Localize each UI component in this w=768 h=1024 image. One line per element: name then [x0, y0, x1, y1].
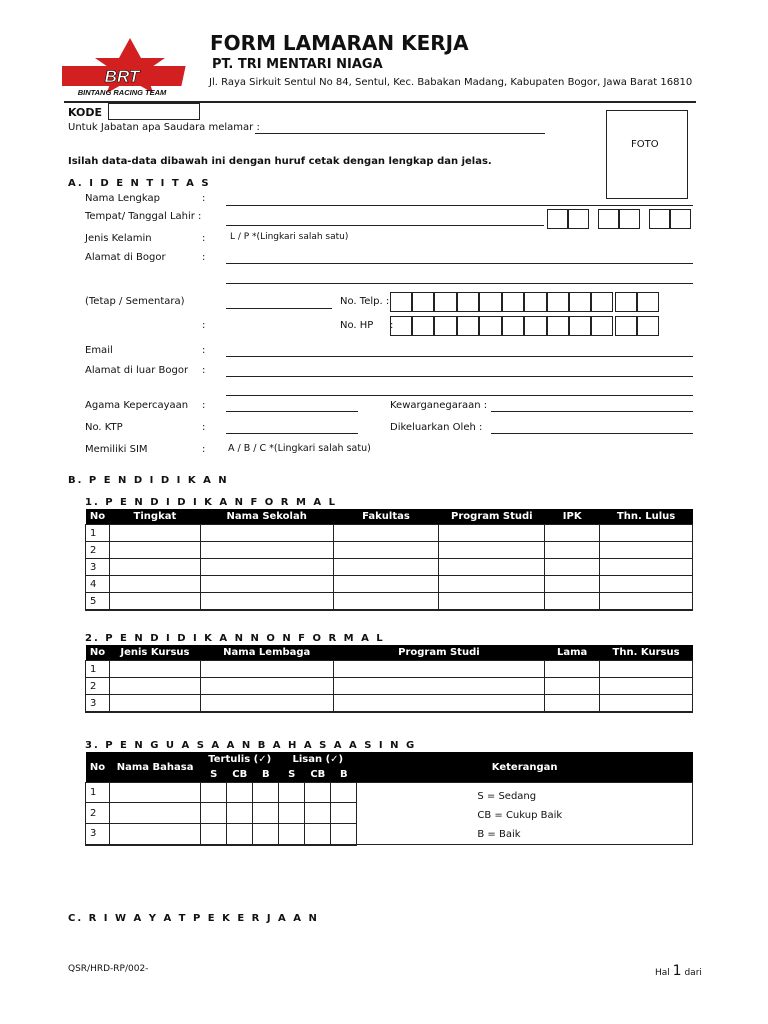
table-cell[interactable]	[545, 695, 600, 713]
table-cell[interactable]	[201, 823, 227, 844]
table-cell[interactable]	[545, 542, 600, 559]
row-number: 4	[86, 576, 110, 593]
row-number: 3	[86, 695, 110, 713]
nama-label: Nama Lengkap	[85, 193, 160, 204]
column-header: No	[86, 509, 110, 525]
column-header: Thn. Lulus	[600, 509, 693, 525]
table-cell[interactable]	[333, 678, 545, 695]
row-number: 3	[86, 823, 110, 844]
table-cell[interactable]	[600, 661, 693, 678]
column-header: No	[86, 645, 110, 661]
table-row	[86, 783, 693, 803]
table-cell[interactable]	[333, 695, 545, 713]
kewarganegaraan-input[interactable]	[491, 411, 693, 412]
row-number: 2	[86, 542, 110, 559]
table-cell[interactable]	[200, 542, 333, 559]
kewarganegaraan-label: Kewarganegaraan :	[390, 400, 488, 411]
column-header: Thn. Kursus	[600, 645, 693, 661]
alamat-bogor-input-2[interactable]	[226, 283, 693, 284]
table-cell[interactable]	[200, 559, 333, 576]
bahasa-header-no: No	[86, 752, 110, 783]
table-cell[interactable]	[227, 783, 253, 803]
nonformal-table	[85, 645, 693, 713]
column-subheader: B	[331, 767, 357, 783]
table-cell[interactable]	[439, 593, 545, 611]
hp-digit-box[interactable]	[637, 316, 659, 336]
formal-table	[85, 509, 693, 611]
colon: :	[202, 252, 206, 263]
colon: :	[202, 320, 206, 331]
identitas-heading: A. I D E N T I T A S	[68, 178, 211, 189]
tetap-input[interactable]	[226, 308, 332, 309]
form-title: FORM LAMARAN KERJA	[210, 31, 469, 55]
hp-digit-box[interactable]	[615, 316, 637, 336]
star-logo-icon	[62, 36, 198, 98]
colon: :	[202, 422, 206, 433]
formal-heading: 1. P E N D I D I K A N F O R M A L	[85, 497, 337, 508]
photo-box	[606, 110, 688, 199]
legend-cell	[357, 783, 693, 845]
table-cell[interactable]	[200, 695, 333, 713]
table-row	[86, 593, 693, 611]
telp-digit-box[interactable]	[615, 292, 637, 312]
table-cell[interactable]	[545, 593, 600, 611]
page-indicator	[655, 963, 702, 979]
telp-digit-box[interactable]	[569, 292, 591, 312]
table-cell[interactable]	[109, 576, 200, 593]
table-row	[86, 576, 693, 593]
nama-input[interactable]	[226, 205, 693, 206]
table-cell[interactable]	[331, 823, 357, 844]
colon: :	[202, 400, 206, 411]
table-cell[interactable]	[331, 803, 357, 823]
table-cell[interactable]	[333, 542, 439, 559]
table-cell[interactable]	[333, 661, 545, 678]
kode-input[interactable]	[108, 103, 200, 120]
legend-item: B = Baik	[477, 829, 521, 840]
row-number: 2	[86, 803, 110, 823]
telp-digit-box[interactable]	[502, 292, 524, 312]
table-cell[interactable]	[600, 678, 693, 695]
table-cell[interactable]	[201, 803, 227, 823]
date-box[interactable]	[598, 209, 619, 229]
telp-digit-box[interactable]	[591, 292, 613, 312]
jabatan-input[interactable]	[255, 133, 545, 134]
colon: :	[202, 444, 206, 455]
ktp-label: No. KTP	[85, 422, 123, 433]
table-cell[interactable]	[600, 576, 693, 593]
pendidikan-heading: B. P E N D I D I K A N	[68, 475, 229, 486]
date-box[interactable]	[568, 209, 589, 229]
jk-options[interactable]: L / P *(Lingkari salah satu)	[230, 232, 349, 242]
hp-digit-box[interactable]	[412, 316, 434, 336]
table-cell[interactable]	[279, 803, 305, 823]
riwayat-heading: C. R I W A Y A T P E K E R J A A N	[68, 913, 319, 924]
column-header: Tingkat	[109, 509, 200, 525]
telp-label: No. Telp. :	[340, 296, 390, 307]
column-subheader: CB	[227, 767, 253, 783]
table-cell[interactable]	[545, 559, 600, 576]
hp-digit-box[interactable]	[524, 316, 547, 336]
table-cell[interactable]	[200, 678, 333, 695]
date-box[interactable]	[619, 209, 640, 229]
page-number: 1	[672, 963, 682, 979]
column-header: IPK	[545, 509, 600, 525]
hp-digit-box[interactable]	[457, 316, 479, 336]
dikeluarkan-label: Dikeluarkan Oleh :	[390, 422, 483, 433]
column-header: Lama	[545, 645, 600, 661]
row-number: 3	[86, 559, 110, 576]
table-row	[86, 678, 693, 695]
telp-digit-box[interactable]	[412, 292, 434, 312]
table-cell[interactable]	[200, 593, 333, 611]
hp-digit-box[interactable]	[434, 316, 457, 336]
company-address: Jl. Raya Sirkuit Sentul No 84, Sentul, Kec. Babakan Madang, Kabupaten Bogor, Jawa Barat 16810	[209, 77, 693, 88]
table-cell[interactable]	[545, 525, 600, 542]
bahasa-table	[85, 752, 693, 846]
agama-label: Agama Kepercayaan	[85, 400, 189, 411]
instruction-text: Isilah data-data dibawah ini dengan huruf cetak dengan lengkap dan jelas.	[68, 156, 492, 167]
table-cell[interactable]	[600, 695, 693, 713]
table-cell[interactable]	[600, 559, 693, 576]
table-cell[interactable]	[109, 661, 200, 678]
ktp-input[interactable]	[226, 433, 358, 434]
table-cell[interactable]	[333, 576, 439, 593]
email-label: Email	[85, 345, 113, 356]
row-number: 5	[86, 593, 110, 611]
table-cell[interactable]	[110, 783, 201, 803]
table-cell[interactable]	[600, 542, 693, 559]
table-cell[interactable]	[109, 542, 200, 559]
table-cell[interactable]	[439, 525, 545, 542]
column-header: Fakultas	[333, 509, 439, 525]
table-cell[interactable]	[109, 559, 200, 576]
column-header: Program Studi	[333, 645, 545, 661]
column-header: Nama Lembaga	[200, 645, 333, 661]
sim-label: Memiliki SIM	[85, 444, 148, 455]
kode-label: KODE	[68, 106, 103, 119]
table-cell[interactable]	[600, 525, 693, 542]
row-number: 2	[86, 678, 110, 695]
table-cell[interactable]	[110, 823, 201, 844]
logo-subtext: BINTANG RACING TEAM	[77, 88, 167, 97]
telp-digit-box[interactable]	[637, 292, 659, 312]
bahasa-header-lisan: Lisan (✓)	[279, 752, 357, 767]
page-prefix: Hal	[655, 968, 670, 978]
date-box[interactable]	[649, 209, 670, 229]
table-cell[interactable]	[110, 803, 201, 823]
alamat-luar-label: Alamat di luar Bogor	[85, 365, 189, 376]
colon: :	[202, 233, 206, 244]
table-cell[interactable]	[109, 678, 200, 695]
table-row	[86, 559, 693, 576]
agama-input[interactable]	[226, 411, 358, 412]
table-cell[interactable]	[253, 823, 279, 844]
alamat-bogor-label: Alamat di Bogor	[85, 252, 166, 263]
colon: :	[202, 365, 206, 376]
telp-digit-box[interactable]	[457, 292, 479, 312]
table-cell[interactable]	[109, 695, 200, 713]
company-name: PT. TRI MENTARI NIAGA	[212, 57, 383, 72]
table-cell[interactable]	[331, 783, 357, 803]
hp-digit-box[interactable]	[569, 316, 591, 336]
bahasa-header-nama: Nama Bahasa	[110, 752, 201, 783]
colon: :	[202, 345, 206, 356]
bahasa-header-tertulis: Tertulis (✓)	[201, 752, 279, 767]
row-number: 1	[86, 783, 110, 803]
jk-label: Jenis Kelamin	[85, 233, 152, 244]
sim-options[interactable]: A / B / C *(Lingkari salah satu)	[228, 443, 371, 454]
column-header: Nama Sekolah	[200, 509, 333, 525]
ttl-label: Tempat/ Tanggal Lahir :	[85, 211, 202, 222]
colon: :	[202, 193, 206, 204]
bahasa-header-keterangan: Keterangan	[357, 752, 693, 783]
legend-item: CB = Cukup Baik	[477, 810, 563, 821]
alamat-bogor-input[interactable]	[226, 263, 693, 264]
telp-digit-box[interactable]	[524, 292, 547, 312]
column-subheader: S	[201, 767, 227, 783]
nonformal-heading: 2. P E N D I D I K A N N O N F O R M A L	[85, 633, 385, 644]
hp-digit-box[interactable]	[479, 316, 502, 336]
page-suffix: dari	[684, 968, 702, 978]
table-row	[86, 542, 693, 559]
row-number: 1	[86, 661, 110, 678]
legend-item: S = Sedang	[477, 791, 537, 802]
table-cell[interactable]	[439, 559, 545, 576]
date-box[interactable]	[670, 209, 691, 229]
email-input[interactable]	[226, 356, 693, 357]
column-header: Jenis Kursus	[109, 645, 200, 661]
bahasa-heading: 3. P E N G U A S A A N B A H A S A A S I N G	[85, 740, 417, 751]
hp-digit-box[interactable]	[390, 316, 412, 336]
column-header: Program Studi	[439, 509, 545, 525]
table-cell[interactable]	[545, 678, 600, 695]
table-cell[interactable]	[305, 823, 331, 844]
table-cell[interactable]	[200, 525, 333, 542]
table-cell[interactable]	[333, 559, 439, 576]
form-code: QSR/HRD-RP/002-	[68, 964, 149, 974]
alamat-luar-input-2[interactable]	[226, 395, 693, 396]
hp-digit-box[interactable]	[547, 316, 569, 336]
table-cell[interactable]	[600, 593, 693, 611]
logo-text: BRT	[104, 67, 140, 86]
table-cell[interactable]	[227, 803, 253, 823]
table-cell[interactable]	[253, 783, 279, 803]
hp-label: No. HP	[340, 320, 374, 331]
company-logo	[62, 36, 198, 98]
table-cell[interactable]	[305, 803, 331, 823]
table-row	[86, 695, 693, 713]
table-cell[interactable]	[545, 661, 600, 678]
table-cell[interactable]	[200, 661, 333, 678]
ttl-input[interactable]	[226, 225, 544, 226]
table-cell[interactable]	[439, 542, 545, 559]
table-cell[interactable]	[439, 576, 545, 593]
table-cell[interactable]	[109, 525, 200, 542]
alamat-luar-input[interactable]	[226, 376, 693, 377]
column-subheader: S	[279, 767, 305, 783]
column-subheader: CB	[305, 767, 331, 783]
hp-digit-box[interactable]	[502, 316, 524, 336]
table-cell[interactable]	[200, 576, 333, 593]
table-cell[interactable]	[109, 593, 200, 611]
table-cell[interactable]	[333, 593, 439, 611]
telp-digit-box[interactable]	[434, 292, 457, 312]
colon: :	[390, 320, 394, 331]
hp-digit-box[interactable]	[591, 316, 613, 336]
telp-digit-box[interactable]	[547, 292, 569, 312]
table-row	[86, 525, 693, 542]
table-cell[interactable]	[253, 803, 279, 823]
dikeluarkan-input[interactable]	[491, 433, 693, 434]
table-cell[interactable]	[545, 576, 600, 593]
table-cell[interactable]	[279, 783, 305, 803]
table-cell[interactable]	[279, 823, 305, 844]
table-cell[interactable]	[201, 783, 227, 803]
table-cell[interactable]	[227, 823, 253, 844]
telp-digit-box[interactable]	[390, 292, 412, 312]
table-cell[interactable]	[305, 783, 331, 803]
telp-digit-box[interactable]	[479, 292, 502, 312]
date-box[interactable]	[547, 209, 568, 229]
column-subheader: B	[253, 767, 279, 783]
photo-label: FOTO	[631, 139, 659, 150]
table-row	[86, 661, 693, 678]
tetap-label: (Tetap / Sementara)	[85, 296, 185, 307]
row-number: 1	[86, 525, 110, 542]
table-cell[interactable]	[333, 525, 439, 542]
jabatan-label: Untuk Jabatan apa Saudara melamar :	[68, 122, 260, 133]
